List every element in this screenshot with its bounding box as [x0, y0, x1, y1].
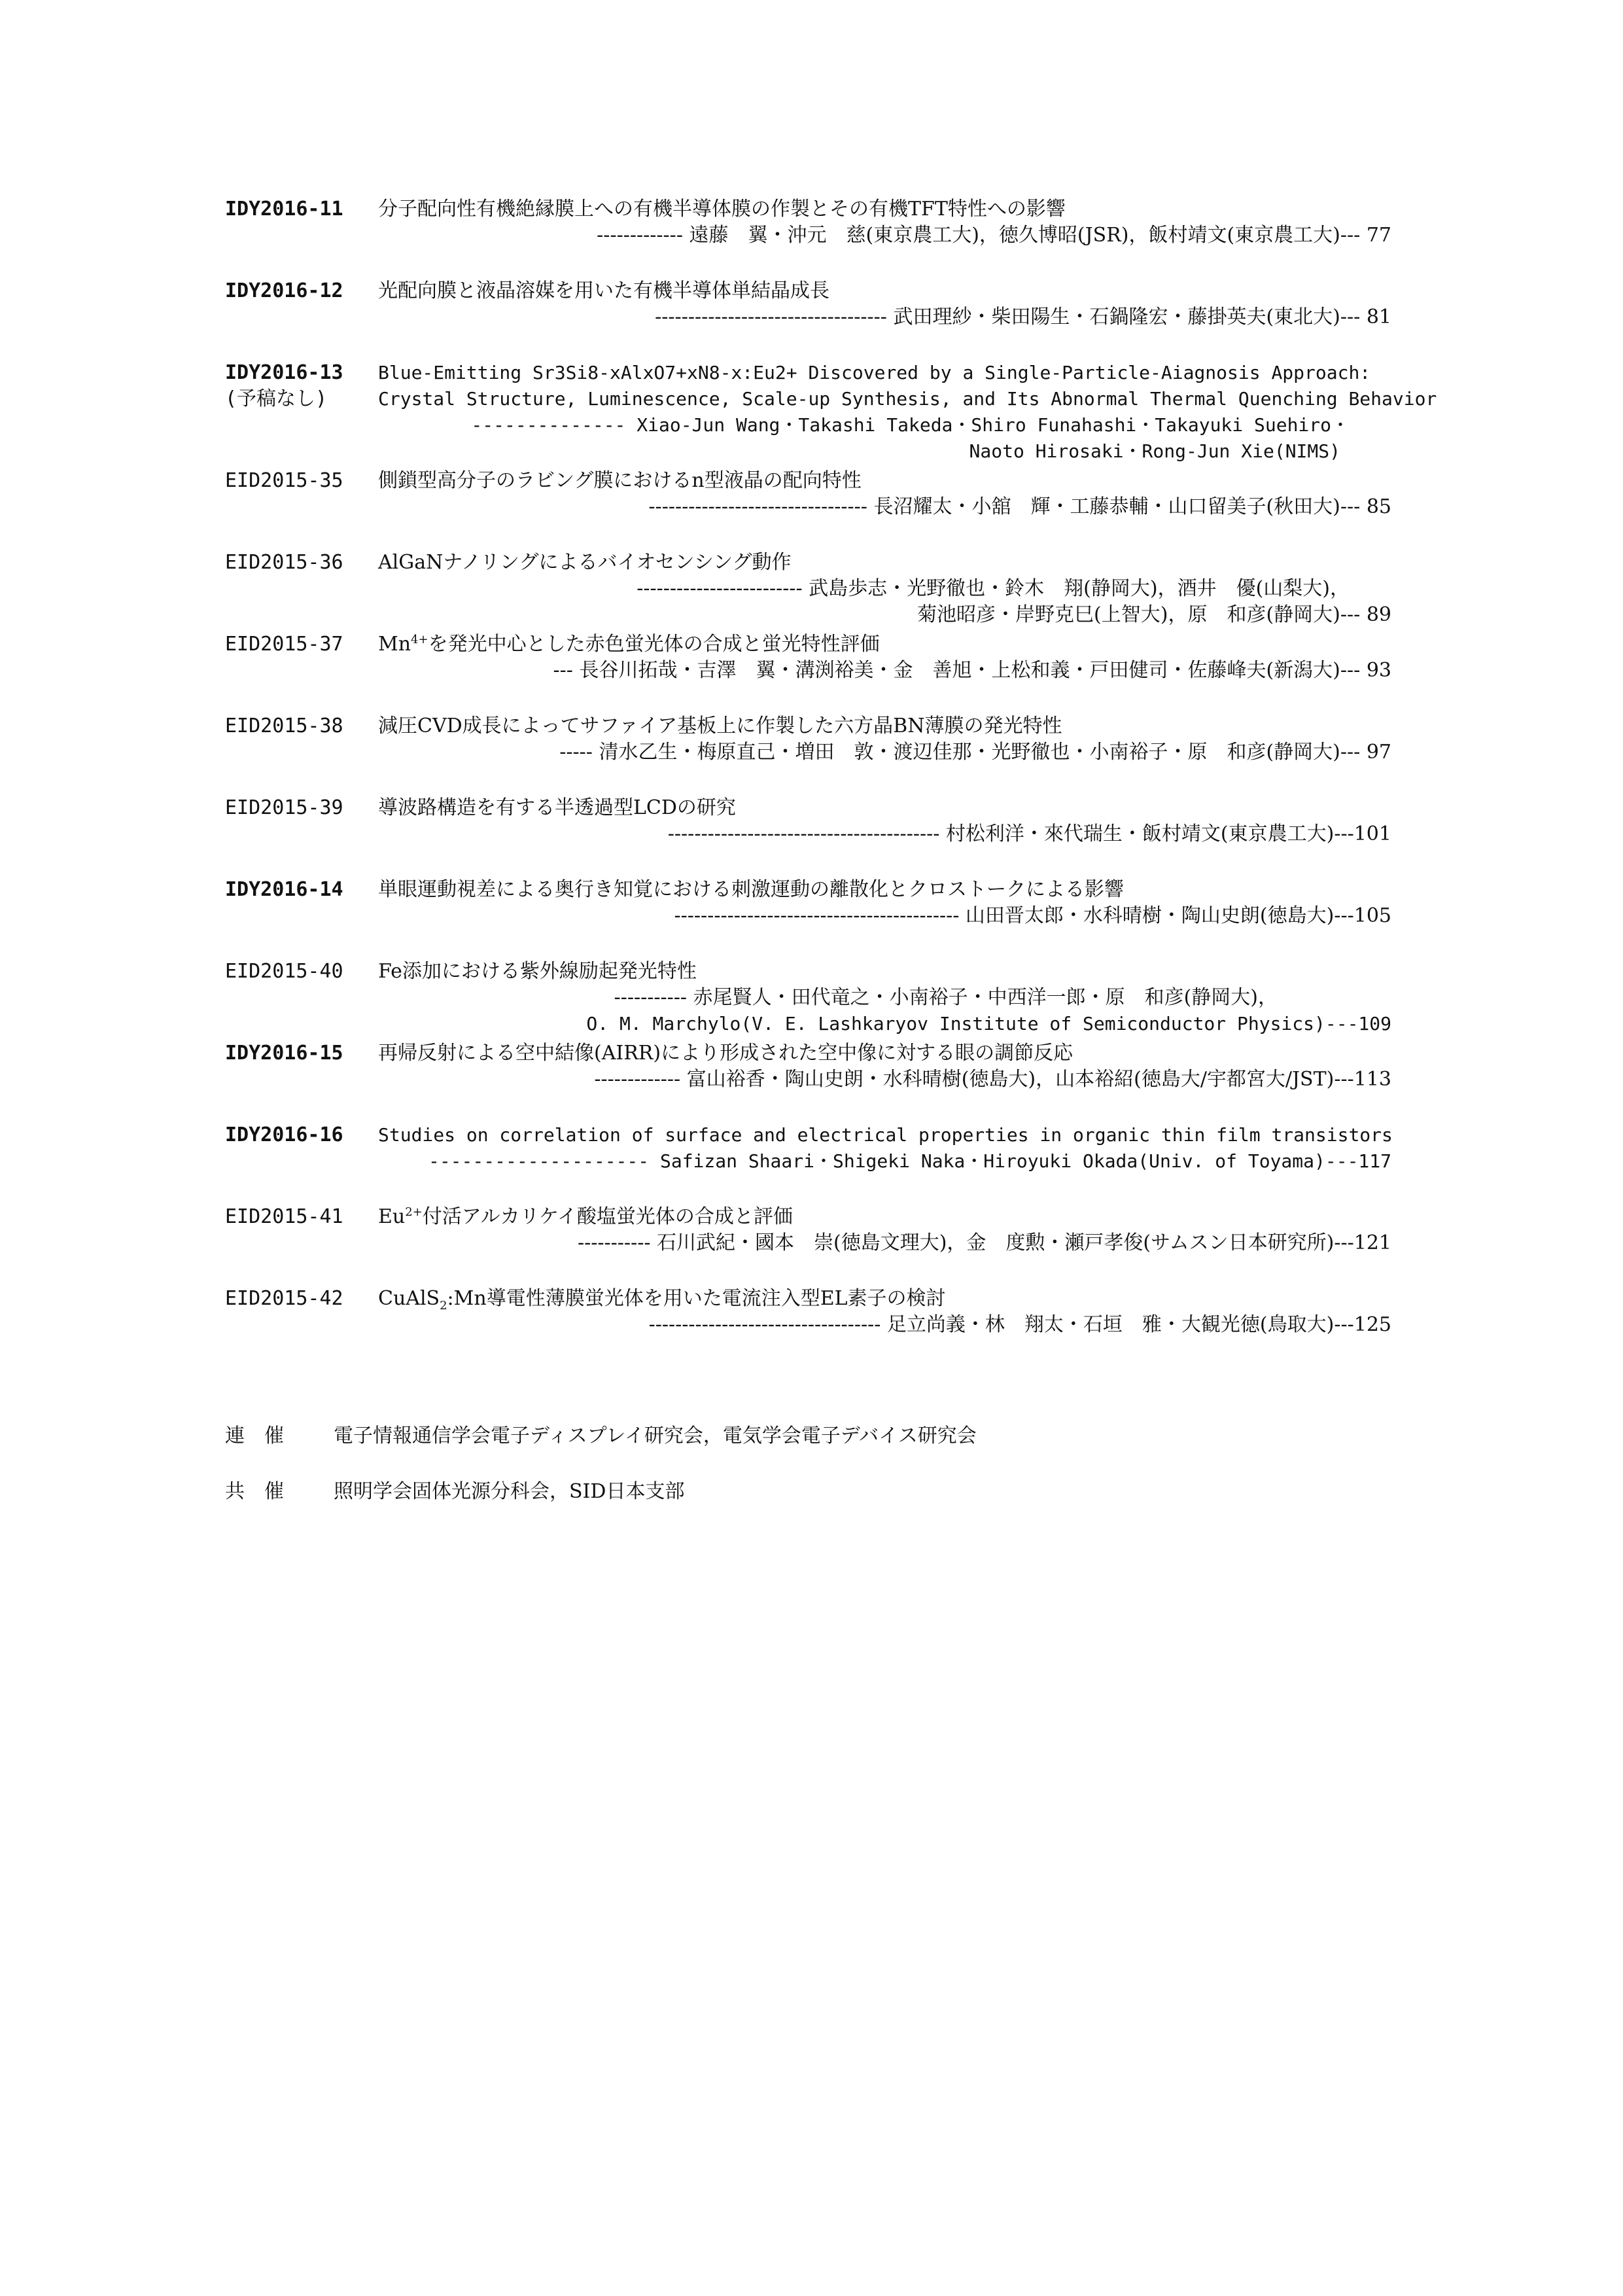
entry-code: EID2015-36 [225, 551, 343, 574]
entry-code: EID2015-38 [225, 715, 343, 737]
subscript: 2 [440, 1299, 447, 1313]
sponsor-text: 電子情報通信学会電子ディスプレイ研究会，電気学会電子デバイス研究会 [334, 1424, 977, 1447]
entry-title: Blue-Emitting Sr3Si8-xAlxO7+xN8-x:Eu2+ Discovered by a Single-Particle-Aiagnosis Approach: [378, 362, 1371, 383]
entry-byline: ------------------------------------------- 山田晋太郎・水科晴樹・陶山史朗(徳島大)---105 [674, 904, 1391, 927]
entry-title-text: を発光中心とした赤色蛍光体の合成と蛍光特性評価 [428, 633, 880, 656]
entry-title-prefix: Mn [378, 633, 411, 656]
entry-byline: ------------------------- 武島歩志・光野徹也・鈴木 翔(静岡大)，酒井 優(山梨大)， [637, 577, 1350, 600]
entry-byline: --- 長谷川拓哉・吉澤 翼・溝渕裕美・金 善旭・上松和義・戸田健司・佐藤峰夫(新潟大)--- 93 [553, 659, 1391, 682]
entry-title: 減圧CVD成長によってサファイア基板上に作製した六方晶BN薄膜の発光特性 [378, 715, 1062, 737]
entry-byline: ----------- 赤尾賢人・田代竜之・小南裕子・中西洋一郎・原 和彦(静岡大)， [614, 986, 1278, 1009]
entry-code: EID2015-42 [225, 1287, 343, 1310]
entry-code: IDY2016-11 [225, 198, 343, 221]
entry-title-prefix: Eu [378, 1205, 406, 1228]
entry-byline: ----------------------------------------- 村松利洋・來代瑞生・飯村靖文(東京農工大)---101 [667, 822, 1391, 845]
entry-code: EID2015-41 [225, 1205, 343, 1228]
entry-title: 光配向膜と液晶溶媒を用いた有機半導体単結晶成長 [378, 279, 829, 302]
entry-code: EID2015-35 [225, 469, 343, 492]
entry-byline-line2: 菊池昭彦・岸野克巳(上智大)，原 和彦(静岡大)--- 89 [917, 603, 1391, 626]
entry-title-text: 付活アルカリケイ酸塩蛍光体の合成と評価 [422, 1205, 793, 1228]
entry-code: EID2015-37 [225, 633, 343, 656]
entry-title [378, 1204, 793, 1230]
entry-title-text: :Mn導電性薄膜蛍光体を用いた電流注入型EL素子の検討 [447, 1287, 946, 1310]
entry-byline: ----------- 石川武紀・國本 崇(徳島文理大)，金 度勲・瀬戸孝俊(サムスン日本研究所)---121 [577, 1231, 1391, 1254]
entry-code: IDY2016-16 [225, 1123, 343, 1146]
entry-code: IDY2016-13 [225, 361, 343, 384]
entry-title [378, 631, 880, 658]
entry-title-line2: Crystal Structure, Luminescence, Scale-up Synthesis, and Its Abnormal Thermal Quenching Behavior [378, 388, 1437, 410]
entry-byline: --------------------------------- 長沼耀太・小舘 輝・工藤恭輔・山口留美子(秋田大)--- 85 [648, 495, 1391, 518]
superscript: 2+ [405, 1205, 423, 1219]
entry-byline: ----------------------------------- 足立尚義・林 翔太・石垣 雅・大観光徳(鳥取大)---125 [648, 1313, 1391, 1336]
entry-code: EID2015-39 [225, 796, 343, 819]
entry-byline: ------------- 富山裕香・陶山史朗・水科晴樹(徳島大)，山本裕紹(徳島大/宇都宮大/JST)---113 [594, 1068, 1391, 1091]
entry-byline: -------------------- Safizan Shaari・Shigeki Naka・Hiroyuki Okada(Univ. of Toyama)---117 [428, 1150, 1391, 1172]
entry-title [378, 1286, 946, 1312]
entry-title: AlGaNナノリングによるバイオセンシング動作 [378, 551, 792, 574]
entry-title: 単眼運動視差による奥行き知覚における刺激運動の離散化とクロストークによる影響 [378, 878, 1124, 901]
entry-title: Fe添加における紫外線励起発光特性 [378, 960, 697, 983]
entry-title: 再帰反射による空中結像(AIRR)により形成された空中像に対する眼の調節反応 [378, 1042, 1073, 1065]
entry-byline: ------------- 遠藤 翼・沖元 慈(東京農工大)，徳久博昭(JSR)，飯村靖文(東京農工大)--- 77 [597, 224, 1391, 247]
entry-title: 側鎖型高分子のラビング膜におけるn型液晶の配向特性 [378, 469, 862, 492]
sponsor-label: 連催 [225, 1424, 304, 1447]
entry-title: 導波路構造を有する半透過型LCDの研究 [378, 796, 736, 819]
superscript: 4+ [411, 633, 428, 646]
entry-code: IDY2016-12 [225, 279, 343, 302]
entry-byline-line2: O. M. Marchylo(V. E. Lashkaryov Institute of Semiconductor Physics)---109 [586, 1013, 1391, 1034]
entry-code: IDY2016-15 [225, 1042, 343, 1065]
entry-title-prefix: CuAlS [378, 1287, 440, 1310]
entry-code: IDY2016-14 [225, 878, 343, 901]
entry-code: EID2015-40 [225, 960, 343, 983]
entry-byline: ----- 清水乙生・梅原直己・増田 敦・渡辺佳那・光野徹也・小南裕子・原 和彦(静岡大)--- 97 [559, 741, 1391, 764]
entry-byline: ----------------------------------- 武田理紗・柴田陽生・石鍋隆宏・藤掛英夫(東北大)--- 81 [655, 306, 1391, 328]
sponsor-text: 照明学会固体光源分科会，SID日本支部 [334, 1480, 685, 1503]
entry-title: Studies on correlation of surface and electrical properties in organic thin film transistors [378, 1124, 1393, 1146]
entry-title: 分子配向性有機絶縁膜上への有機半導体膜の作製とその有機TFT特性への影響 [378, 198, 1066, 221]
entry-code-note: (予稿なし) [225, 387, 328, 410]
entry-byline-line2: Naoto Hirosaki・Rong-Jun Xie(NIMS) [969, 440, 1340, 462]
entry-byline: -------------- Xiao-Jun Wang・Takashi Takeda・Shiro Funahashi・Takayuki Suehiro・ [471, 414, 1350, 436]
sponsor-label: 共催 [225, 1480, 304, 1503]
